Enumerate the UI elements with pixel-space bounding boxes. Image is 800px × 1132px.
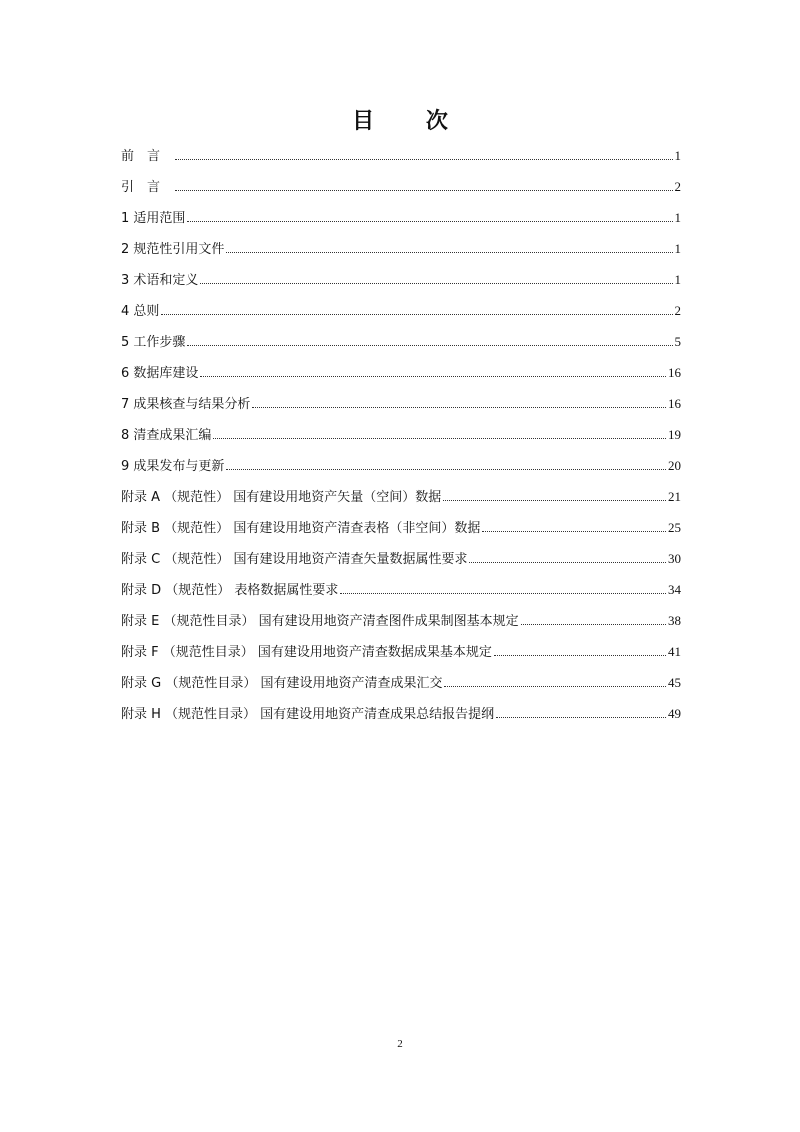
toc-title: 目 次 <box>352 109 470 134</box>
dot-leader <box>161 314 672 315</box>
dot-leader <box>252 407 666 408</box>
dot-leader <box>494 655 666 656</box>
toc-entry-section-2[interactable] <box>121 237 681 268</box>
dot-leader <box>175 190 672 191</box>
toc-entry-appendix-a[interactable] <box>121 485 681 516</box>
toc-entry-page: 1 <box>674 210 681 225</box>
dot-leader <box>482 531 666 532</box>
toc-entry-label: 3 术语和定义 <box>121 273 199 288</box>
dot-leader <box>226 252 672 253</box>
toc-entry-appendix-e[interactable] <box>121 609 681 640</box>
toc-entry-page: 2 <box>674 179 681 194</box>
dot-leader <box>200 283 672 284</box>
toc-entry-appendix-g[interactable] <box>121 671 681 702</box>
toc-entry-page: 30 <box>668 551 681 566</box>
dot-leader <box>200 376 666 377</box>
toc-entry-label: 2 规范性引用文件 <box>121 242 225 257</box>
toc-entry-label: 引言 <box>121 180 174 195</box>
toc-entry-page: 5 <box>674 334 681 349</box>
toc-entry-label: 附录 B （规范性） 国有建设用地资产清查表格（非空间）数据 <box>121 521 481 536</box>
dot-leader <box>187 221 672 222</box>
dot-leader <box>521 624 666 625</box>
dot-leader <box>469 562 666 563</box>
toc-entry-page: 49 <box>668 706 681 721</box>
toc-entry-section-6[interactable] <box>121 361 681 392</box>
toc-entry-appendix-d[interactable] <box>121 578 681 609</box>
toc-entry-label: 附录 A （规范性） 国有建设用地资产矢量（空间）数据 <box>121 490 442 505</box>
toc-entry-section-4[interactable] <box>121 299 681 330</box>
toc-entry-page: 16 <box>668 396 681 411</box>
toc-entry-section-8[interactable] <box>121 423 681 454</box>
table-of-contents <box>121 144 681 733</box>
toc-entry-section-5[interactable] <box>121 330 681 361</box>
toc-entry-label: 8 清查成果汇编 <box>121 428 212 443</box>
toc-entry-preface[interactable] <box>121 144 681 175</box>
toc-entry-label: 附录 F （规范性目录） 国有建设用地资产清查数据成果基本规定 <box>121 645 492 660</box>
toc-entry-page: 41 <box>668 644 681 659</box>
dot-leader <box>226 469 666 470</box>
toc-entry-label: 附录 E （规范性目录） 国有建设用地资产清查图件成果制图基本规定 <box>121 614 519 629</box>
dot-leader <box>213 438 666 439</box>
toc-entry-label: 5 工作步骤 <box>121 335 186 350</box>
toc-entry-label: 附录 C （规范性） 国有建设用地资产清查矢量数据属性要求 <box>121 552 468 567</box>
toc-entry-page: 1 <box>674 272 681 287</box>
toc-entry-label: 4 总则 <box>121 304 160 319</box>
dot-leader <box>443 500 666 501</box>
toc-entry-section-3[interactable] <box>121 268 681 299</box>
toc-entry-section-7[interactable] <box>121 392 681 423</box>
toc-entry-label: 附录 G （规范性目录） 国有建设用地资产清查成果汇交 <box>121 676 443 691</box>
toc-entry-page: 16 <box>668 365 681 380</box>
toc-entry-page: 45 <box>668 675 681 690</box>
toc-entry-page: 21 <box>668 489 681 504</box>
dot-leader <box>187 345 672 346</box>
toc-entry-introduction[interactable] <box>121 175 681 206</box>
toc-entry-page: 2 <box>674 303 681 318</box>
page-number: 2 <box>397 1038 403 1050</box>
toc-entry-page: 34 <box>668 582 681 597</box>
dot-leader <box>340 593 666 594</box>
toc-entry-page: 1 <box>674 241 681 256</box>
dot-leader <box>444 686 666 687</box>
toc-entry-label: 1 适用范围 <box>121 211 186 226</box>
toc-entry-label: 附录 D （规范性） 表格数据属性要求 <box>121 583 339 598</box>
toc-entry-section-1[interactable] <box>121 206 681 237</box>
dot-leader <box>496 717 666 718</box>
toc-entry-page: 20 <box>668 458 681 473</box>
toc-entry-appendix-h[interactable] <box>121 702 681 733</box>
toc-entry-label: 附录 H （规范性目录） 国有建设用地资产清查成果总结报告提纲 <box>121 707 495 722</box>
toc-entry-appendix-f[interactable] <box>121 640 681 671</box>
toc-entry-appendix-b[interactable] <box>121 516 681 547</box>
toc-entry-label: 6 数据库建设 <box>121 366 199 381</box>
toc-entry-page: 1 <box>674 148 681 163</box>
toc-entry-page: 38 <box>668 613 681 628</box>
toc-entry-label: 9 成果发布与更新 <box>121 459 225 474</box>
toc-entry-page: 19 <box>668 427 681 442</box>
dot-leader <box>175 159 672 160</box>
toc-entry-section-9[interactable] <box>121 454 681 485</box>
toc-entry-page: 25 <box>668 520 681 535</box>
toc-entry-label: 7 成果核查与结果分析 <box>121 397 251 412</box>
toc-entry-label: 前言 <box>121 149 174 164</box>
toc-entry-appendix-c[interactable] <box>121 547 681 578</box>
